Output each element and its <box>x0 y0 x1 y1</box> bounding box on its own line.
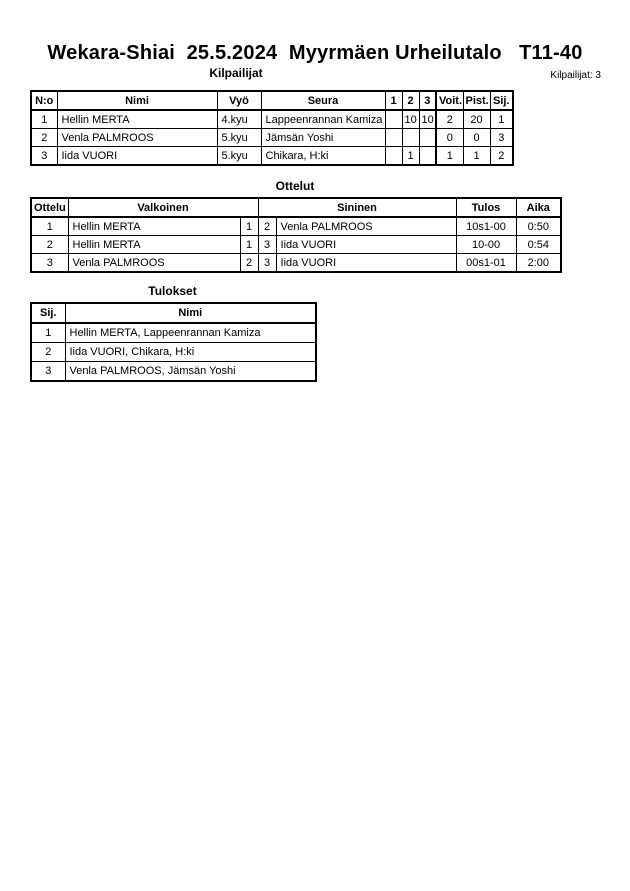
wins-cell: 0 <box>436 129 463 147</box>
score-cell <box>385 129 402 147</box>
table-row <box>31 110 513 129</box>
competitor-name-cell: Iida VUORI <box>57 147 217 166</box>
column-header-place: Sij. <box>490 91 513 110</box>
score-cell <box>385 147 402 166</box>
matches-table <box>30 197 562 273</box>
table-row <box>31 362 316 382</box>
table-row <box>31 236 561 254</box>
results-heading: Tulokset <box>148 284 197 298</box>
points-cell: 0 <box>463 129 490 147</box>
table-row <box>31 147 513 166</box>
blue-number-cell: 3 <box>258 254 276 273</box>
matches-heading: Ottelut <box>275 179 315 193</box>
blue-name-cell: Venla PALMROOS <box>276 217 456 236</box>
score-cell: 10 <box>402 110 419 129</box>
table-row <box>31 217 561 236</box>
match-number-cell: 1 <box>31 217 68 236</box>
score-cell <box>419 147 436 166</box>
name-club-cell: Iida VUORI, Chikara, H:ki <box>65 343 316 362</box>
place-cell: 1 <box>490 110 513 129</box>
belt-cell: 4.kyu <box>217 110 261 129</box>
table-header-row <box>31 91 513 110</box>
page-title: Wekara-Shiai 25.5.2024 Myyrmäen Urheilutalo T11-40 <box>47 42 583 64</box>
points-cell: 1 <box>463 147 490 166</box>
table-row <box>31 323 316 343</box>
place-cell: 3 <box>490 129 513 147</box>
column-header-score1: 1 <box>385 91 402 110</box>
column-header-score3: 3 <box>419 91 436 110</box>
white-number-cell: 2 <box>240 254 258 273</box>
column-header-time: Aika <box>516 198 561 217</box>
competitors-heading: Kilpailijat <box>209 66 263 80</box>
competitor-name-cell: Venla PALMROOS <box>57 129 217 147</box>
result-cell: 00s1-01 <box>456 254 516 273</box>
column-header-points: Pist. <box>463 91 490 110</box>
table-header-row <box>31 303 316 323</box>
table-header-row <box>31 198 561 217</box>
column-header-wins: Voit. <box>436 91 463 110</box>
competitors-count-label: Kilpailijat: 3 <box>550 70 601 81</box>
result-cell: 10s1-00 <box>456 217 516 236</box>
column-header-result: Tulos <box>456 198 516 217</box>
place-cell: 2 <box>31 343 65 362</box>
name-club-cell: Hellin MERTA, Lappeenrannan Kamiza <box>65 323 316 343</box>
place-cell: 1 <box>31 323 65 343</box>
column-header-number: N:o <box>31 91 57 110</box>
column-header-name: Nimi <box>65 303 316 323</box>
column-header-club: Seura <box>261 91 385 110</box>
score-cell <box>385 110 402 129</box>
white-number-cell: 1 <box>240 217 258 236</box>
club-cell: Chikara, H:ki <box>261 147 385 166</box>
competitor-number-cell: 2 <box>31 129 57 147</box>
blue-name-cell: Iida VUORI <box>276 236 456 254</box>
blue-number-cell: 3 <box>258 236 276 254</box>
competitor-number-cell: 3 <box>31 147 57 166</box>
wins-cell: 1 <box>436 147 463 166</box>
column-header-score2: 2 <box>402 91 419 110</box>
white-name-cell: Venla PALMROOS <box>68 254 240 273</box>
club-cell: Lappeenrannan Kamiza <box>261 110 385 129</box>
column-header-blue: Sininen <box>258 198 456 217</box>
competitor-number-cell: 1 <box>31 110 57 129</box>
results-table <box>30 302 317 382</box>
result-cell: 10-00 <box>456 236 516 254</box>
blue-number-cell: 2 <box>258 217 276 236</box>
competitor-name-cell: Hellin MERTA <box>57 110 217 129</box>
match-number-cell: 3 <box>31 254 68 273</box>
wins-cell: 2 <box>436 110 463 129</box>
belt-cell: 5.kyu <box>217 129 261 147</box>
table-row <box>31 129 513 147</box>
place-cell: 3 <box>31 362 65 382</box>
column-header-belt: Vyö <box>217 91 261 110</box>
points-cell: 20 <box>463 110 490 129</box>
match-number-cell: 2 <box>31 236 68 254</box>
score-cell <box>402 129 419 147</box>
time-cell: 0:50 <box>516 217 561 236</box>
score-cell: 10 <box>419 110 436 129</box>
club-cell: Jämsän Yoshi <box>261 129 385 147</box>
table-row <box>31 343 316 362</box>
score-cell <box>419 129 436 147</box>
table-row <box>31 254 561 273</box>
time-cell: 2:00 <box>516 254 561 273</box>
place-cell: 2 <box>490 147 513 166</box>
blue-name-cell: Iida VUORI <box>276 254 456 273</box>
column-header-match: Ottelu <box>31 198 68 217</box>
name-club-cell: Venla PALMROOS, Jämsän Yoshi <box>65 362 316 382</box>
white-name-cell: Hellin MERTA <box>68 236 240 254</box>
column-header-name: Nimi <box>57 91 217 110</box>
score-cell: 1 <box>402 147 419 166</box>
competitors-table <box>30 90 514 166</box>
belt-cell: 5.kyu <box>217 147 261 166</box>
white-number-cell: 1 <box>240 236 258 254</box>
column-header-place: Sij. <box>31 303 65 323</box>
time-cell: 0:54 <box>516 236 561 254</box>
column-header-white: Valkoinen <box>68 198 258 217</box>
white-name-cell: Hellin MERTA <box>68 217 240 236</box>
